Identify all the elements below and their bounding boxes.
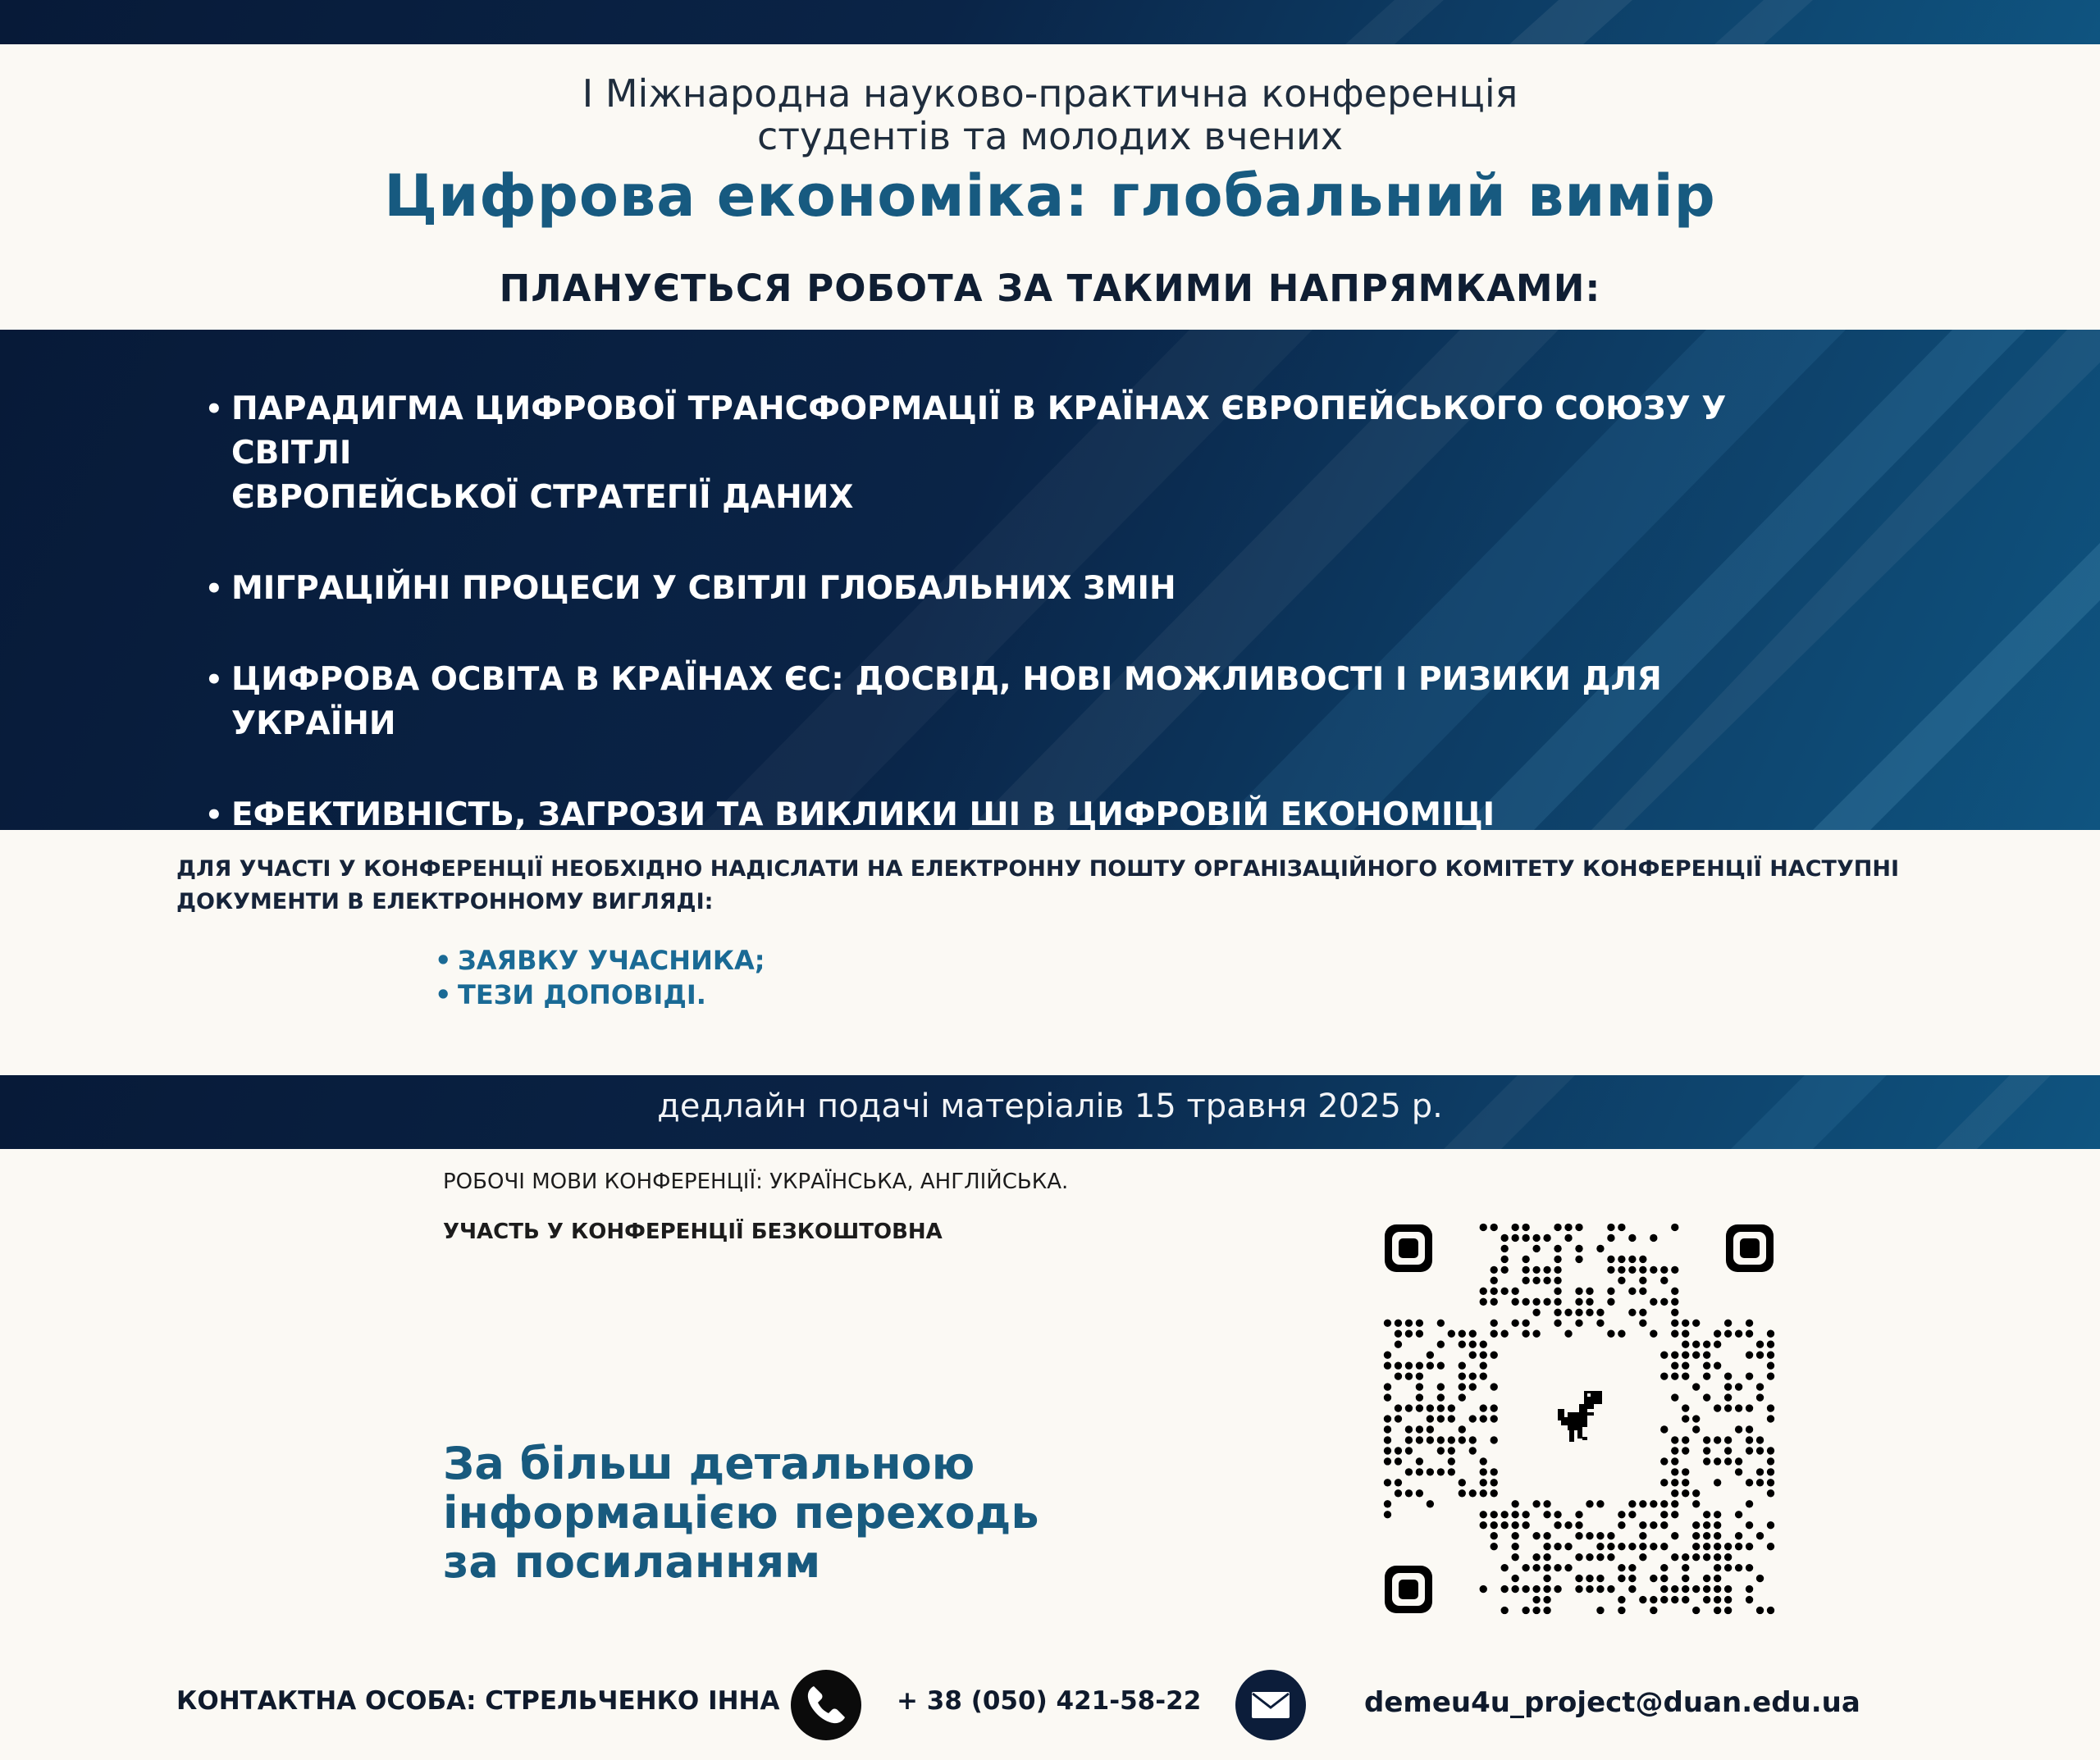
subtitle-line-2: студентів та молодих вчених	[756, 114, 1344, 158]
participation-line-2: ДОКУМЕНТИ В ЕЛЕКТРОННОМУ ВИГЛЯДІ:	[176, 889, 714, 914]
conference-subtitle	[0, 72, 2100, 157]
topic-item	[205, 793, 1764, 837]
deadline-text: дедлайн подачі матеріалів 15 травня 2025 р.	[657, 1087, 1443, 1125]
topic-item	[205, 567, 1764, 611]
qr-code[interactable]	[1382, 1222, 1776, 1616]
document-abstracts: • ТЕЗИ ДОПОВІДІ.	[435, 978, 765, 1012]
envelope-icon[interactable]	[1235, 1670, 1306, 1740]
topic-3-text: • ЦИФРОВА ОСВІТА В КРАЇНАХ ЄС: ДОСВІД, НОВІ МОЖЛИВОСТІ І РИЗИКИ ДЛЯ УКРАЇНИ	[231, 661, 1662, 742]
working-languages: РОБОЧІ МОВИ КОНФЕРЕНЦІЇ: УКРАЇНСЬКА, АНГЛІЙСЬКА.	[443, 1170, 1069, 1194]
qr-finder-bottom-left	[1385, 1566, 1432, 1613]
top-decorative-band	[0, 0, 2100, 44]
topic-item	[205, 658, 1764, 746]
required-documents-list	[435, 943, 765, 1012]
topic-1-line-2: ЄВРОПЕЙСЬКОЇ СТРАТЕГІЇ ДАНИХ	[231, 479, 854, 516]
directions-heading: ПЛАНУЄТЬСЯ РОБОТА ЗА ТАКИМИ НАПРЯМКАМИ:	[499, 267, 1601, 310]
more-info-line-2: інформацією переходь	[443, 1487, 1039, 1539]
more-info-line-3: за посиланням	[443, 1536, 821, 1588]
qr-finder-top-left	[1385, 1224, 1432, 1272]
topic-item	[205, 387, 1764, 520]
document-application: • ЗАЯВКУ УЧАСНИКА;	[435, 943, 765, 978]
participation-line-1: ДЛЯ УЧАСТІ У КОНФЕРЕНЦІЇ НЕОБХІДНО НАДІСЛАТИ НА ЕЛЕКТРОННУ ПОШТУ ОРГАНІЗАЦІЙНОГО КОМІТЕТУ КОНФЕРЕНЦІЇ НАСТУПНІ	[176, 856, 1900, 882]
qr-finder-top-right	[1726, 1224, 1774, 1272]
contact-person: КОНТАКТНА ОСОБА: СТРЕЛЬЧЕНКО ІННА	[176, 1686, 780, 1716]
topic-2-text: • МІГРАЦІЙНІ ПРОЦЕСИ У СВІТЛІ ГЛОБАЛЬНИХ ЗМІН	[231, 570, 1176, 607]
topic-1-line-1: • ПАРАДИГМА ЦИФРОВОЇ ТРАНСФОРМАЦІЇ В КРАЇНАХ ЄВРОПЕЙСЬКОГО СОЮЗУ У СВІТЛІ	[231, 390, 1727, 472]
participation-requirements	[176, 853, 1932, 919]
conference-title: Цифрова економіка: глобальний вимір	[384, 162, 1716, 230]
more-info-line-1: За більш детальною	[443, 1438, 975, 1489]
phone-number[interactable]: + 38 (050) 421-58-22	[897, 1686, 1202, 1716]
dinosaur-icon	[1546, 1386, 1612, 1452]
free-participation: УЧАСТЬ У КОНФЕРЕНЦІЇ БЕЗКОШТОВНА	[443, 1220, 943, 1244]
phone-icon[interactable]	[791, 1670, 861, 1740]
subtitle-line-1: I Міжнародна науково-практична конференція	[582, 71, 1518, 116]
email-address[interactable]: demeu4u_project@duan.edu.ua	[1364, 1686, 1860, 1719]
topic-4-text: • ЕФЕКТИВНІСТЬ, ЗАГРОЗИ ТА ВИКЛИКИ ШІ В ЦИФРОВІЙ ЕКОНОМІЦІ	[231, 796, 1495, 833]
more-info-text	[443, 1439, 1039, 1587]
topics-list	[205, 387, 1764, 884]
